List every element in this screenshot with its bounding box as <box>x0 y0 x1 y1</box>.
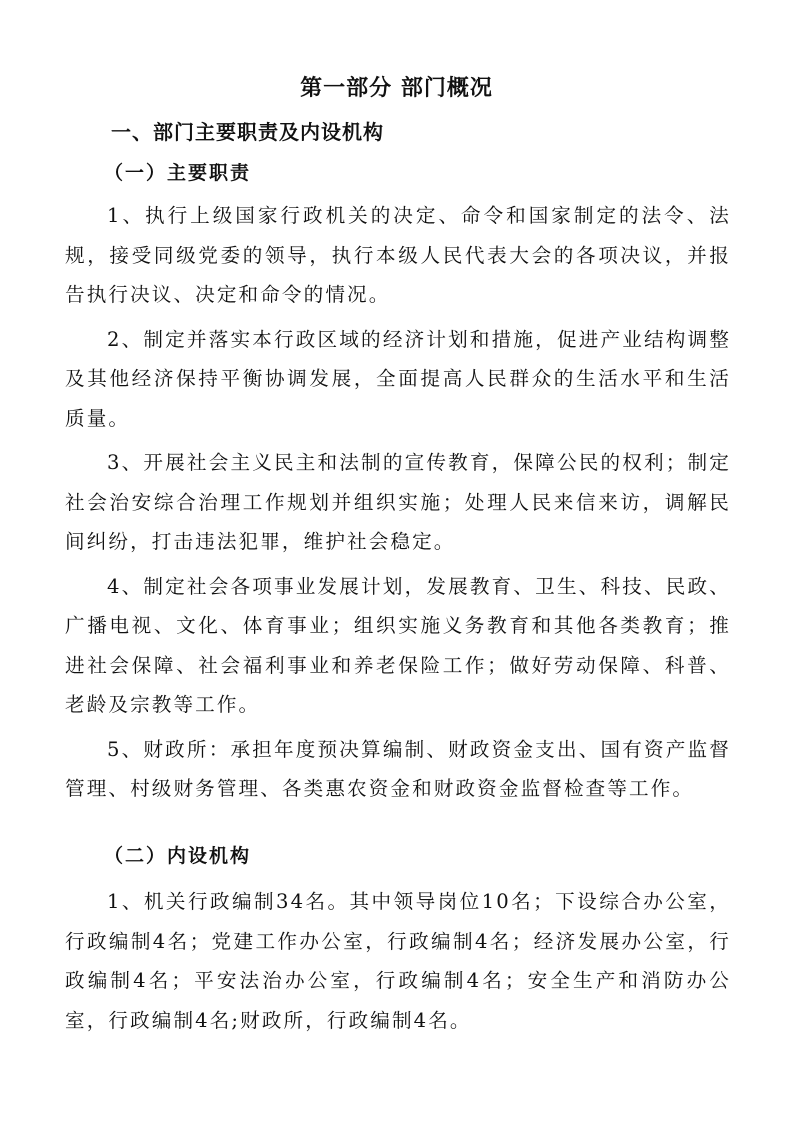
duty-paragraph-4: 4、制定社会各项事业发展计划，发展教育、卫生、科技、民政、广播电视、文化、体育事业；组织实施义务教育和其他各类教育；推进社会保障、社会福利事业和养老保险工作；做好劳动保障、科普、老龄及宗教等工作。 <box>65 574 731 716</box>
organization-paragraph-1: 1、机关行政编制34名。其中领导岗位10名；下设综合办公室，行政编制4名；党建工作办公室，行政编制4名；经济发展办公室，行政编制4名；平安法治办公室，行政编制4名；安全生产和消防办公室，行政编制4名;财政所，行政编制4名。 <box>65 890 731 1032</box>
subsection-heading-organization: （二）内设机构 <box>104 845 252 867</box>
duty-paragraph-5: 5、财政所：承担年度预决算编制、财政资金支出、国有资产监督管理、村级财务管理、各类惠农资金和财政资金监督检查等工作。 <box>65 737 731 800</box>
organization-section <box>0 840 793 1040</box>
page-title: 第一部分 部门概况 <box>300 76 493 101</box>
subsection-heading-duties: （一）主要职责 <box>104 162 252 184</box>
section-heading: 一、部门主要职责及内设机构 <box>111 120 384 144</box>
duty-paragraph-3: 3、开展社会主义民主和法制的宣传教育，保障公民的权利；制定社会治安综合治理工作规划并组织实施；处理人民来信来访，调解民间纠纷，打击违法犯罪，维护社会稳定。 <box>65 451 731 553</box>
duty-paragraph-1: 1、执行上级国家行政机关的决定、命令和国家制定的法令、法规，接受同级党委的领导，执行本级人民代表大会的各项决议，并报告执行决议、决定和命令的情况。 <box>65 204 731 306</box>
duty-paragraph-2: 2、制定并落实本行政区域的经济计划和措施，促进产业结构调整及其他经济保持平衡协调发展，全面提高人民群众的生活水平和生活质量。 <box>65 327 731 430</box>
duties-section <box>0 157 793 809</box>
